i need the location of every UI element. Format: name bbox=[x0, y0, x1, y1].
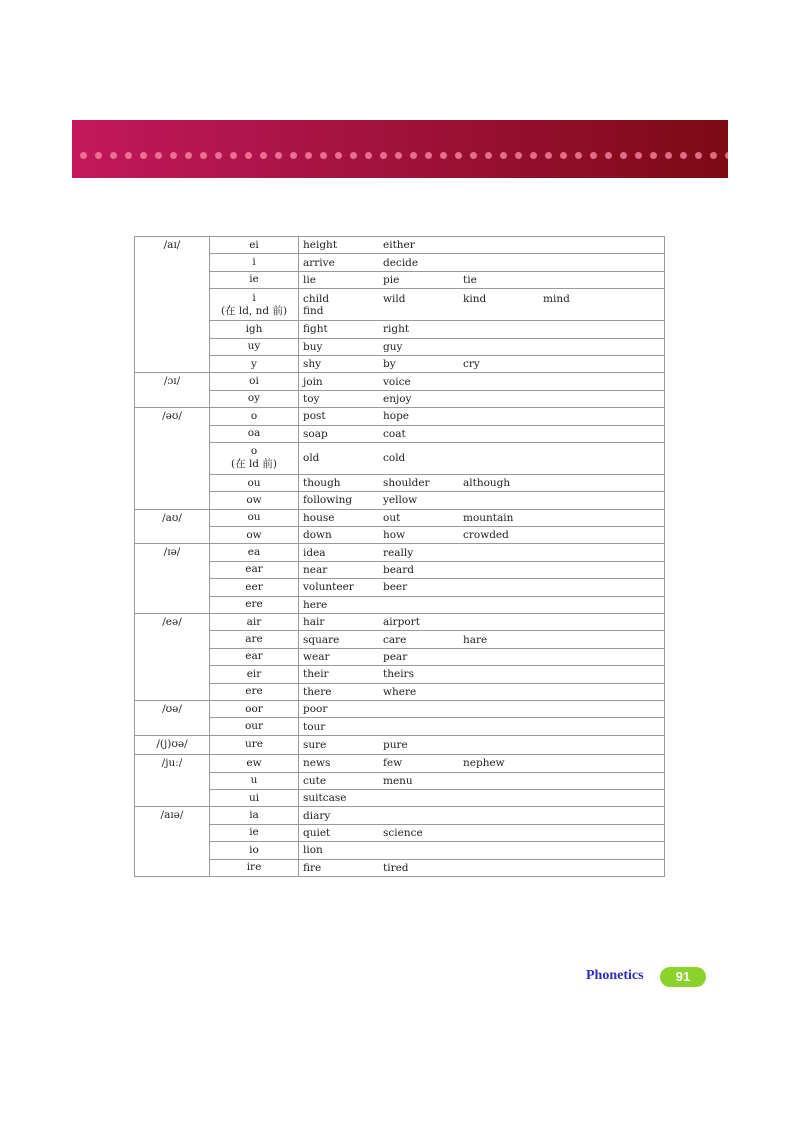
table-row bbox=[135, 648, 665, 665]
table-row bbox=[135, 755, 665, 772]
example-words-cell bbox=[299, 700, 665, 717]
spelling-text: y bbox=[251, 357, 257, 370]
example-words-cell bbox=[299, 596, 665, 613]
banner-dot bbox=[410, 152, 417, 159]
table-row bbox=[135, 859, 665, 876]
banner-dot bbox=[470, 152, 477, 159]
example-word: enjoy bbox=[383, 392, 412, 405]
example-words-cell bbox=[299, 390, 665, 407]
banner-dot bbox=[425, 152, 432, 159]
spelling-text: o bbox=[250, 445, 258, 458]
table-row bbox=[135, 789, 665, 806]
example-word: following bbox=[303, 494, 353, 507]
spelling-text: ire bbox=[246, 861, 262, 874]
table-row bbox=[135, 373, 665, 390]
example-words-cell bbox=[299, 755, 665, 772]
example-words-cell bbox=[299, 442, 665, 474]
spelling-cell bbox=[210, 492, 299, 509]
header-banner bbox=[72, 120, 728, 178]
spelling-text: ie bbox=[249, 273, 259, 286]
spelling-text: eir bbox=[246, 667, 262, 680]
spelling-cell bbox=[210, 735, 299, 754]
banner-dot bbox=[140, 152, 147, 159]
table-row bbox=[135, 474, 665, 491]
banner-dot bbox=[560, 152, 567, 159]
spelling-cell bbox=[210, 527, 299, 544]
example-word: lie bbox=[303, 273, 316, 286]
example-word: few bbox=[383, 757, 403, 770]
table-row bbox=[135, 321, 665, 338]
spelling-text: eer bbox=[245, 580, 263, 593]
spelling-text: ere bbox=[245, 598, 263, 611]
page-number-badge: 91 bbox=[660, 967, 706, 987]
example-word: hare bbox=[463, 633, 488, 646]
example-word: out bbox=[383, 511, 401, 524]
spelling-text: o bbox=[250, 409, 258, 422]
example-word: quiet bbox=[303, 826, 331, 839]
banner-dot bbox=[380, 152, 387, 159]
banner-dot bbox=[485, 152, 492, 159]
example-word: guy bbox=[383, 340, 403, 353]
example-words-cell bbox=[299, 408, 665, 425]
spelling-cell bbox=[210, 807, 299, 824]
banner-dot bbox=[335, 152, 342, 159]
banner-dot-row bbox=[80, 152, 728, 160]
spelling-cell bbox=[210, 442, 299, 474]
spelling-text: ei bbox=[249, 238, 259, 251]
example-word: shoulder bbox=[383, 477, 430, 490]
table-row bbox=[135, 271, 665, 288]
table-row bbox=[135, 527, 665, 544]
spelling-text: ere bbox=[245, 685, 263, 698]
table-row bbox=[135, 842, 665, 859]
example-word: tie bbox=[463, 273, 477, 286]
example-word: poor bbox=[303, 703, 328, 716]
spelling-cell bbox=[210, 755, 299, 772]
banner-dot bbox=[515, 152, 522, 159]
example-word: soap bbox=[303, 427, 328, 440]
example-word: mind bbox=[543, 292, 570, 305]
spelling-text: ow bbox=[246, 528, 262, 541]
banner-dot bbox=[620, 152, 627, 159]
spelling-cell bbox=[210, 474, 299, 491]
example-word: house bbox=[303, 511, 335, 524]
example-word: arrive bbox=[303, 256, 335, 269]
example-words-cell bbox=[299, 648, 665, 665]
example-word: by bbox=[383, 358, 396, 371]
example-word: theirs bbox=[383, 668, 414, 681]
phonetic-symbol: /ɔɪ/ bbox=[135, 373, 210, 408]
spelling-cell bbox=[210, 509, 299, 526]
banner-dot bbox=[590, 152, 597, 159]
banner-dot bbox=[305, 152, 312, 159]
phonetic-symbol: /əʊ/ bbox=[135, 408, 210, 510]
table-row bbox=[135, 700, 665, 717]
phonetics-table bbox=[134, 236, 665, 877]
example-word: down bbox=[303, 529, 332, 542]
spelling-text: ear bbox=[245, 650, 263, 663]
example-word: old bbox=[303, 452, 320, 465]
example-words-cell bbox=[299, 355, 665, 372]
table-row bbox=[135, 355, 665, 372]
banner-dot bbox=[275, 152, 282, 159]
example-word: pie bbox=[383, 273, 400, 286]
example-word: care bbox=[383, 633, 407, 646]
example-words-cell bbox=[299, 824, 665, 841]
example-word: tired bbox=[383, 861, 409, 874]
table-row bbox=[135, 390, 665, 407]
example-words-cell bbox=[299, 718, 665, 735]
footer-title: Phonetics bbox=[586, 968, 644, 983]
spelling-text: are bbox=[245, 633, 263, 646]
banner-dot bbox=[290, 152, 297, 159]
example-word: volunteer bbox=[303, 581, 354, 594]
example-word: hair bbox=[303, 616, 325, 629]
table-row bbox=[135, 718, 665, 735]
spelling-cell bbox=[210, 289, 299, 321]
spelling-text: ie bbox=[249, 826, 259, 839]
example-words-cell bbox=[299, 666, 665, 683]
example-word: although bbox=[463, 477, 511, 490]
example-word: height bbox=[303, 239, 338, 252]
example-word: cold bbox=[383, 452, 406, 465]
banner-dot bbox=[110, 152, 117, 159]
banner-dot bbox=[200, 152, 207, 159]
example-word: right bbox=[383, 323, 410, 336]
example-word: join bbox=[303, 375, 323, 388]
example-words-cell bbox=[299, 425, 665, 442]
phonetic-symbol: /(j)ʊə/ bbox=[135, 735, 210, 754]
example-word: post bbox=[303, 410, 326, 423]
example-words-cell bbox=[299, 544, 665, 561]
example-word: either bbox=[383, 239, 415, 252]
spelling-cell bbox=[210, 338, 299, 355]
example-word: beer bbox=[383, 581, 408, 594]
table-row bbox=[135, 289, 665, 321]
banner-dot bbox=[500, 152, 507, 159]
banner-dot bbox=[155, 152, 162, 159]
spelling-text: ear bbox=[245, 563, 263, 576]
example-word: pure bbox=[383, 738, 408, 751]
table-row bbox=[135, 442, 665, 474]
spelling-cell bbox=[210, 789, 299, 806]
table-row bbox=[135, 666, 665, 683]
spelling-cell bbox=[210, 321, 299, 338]
banner-dot bbox=[320, 152, 327, 159]
spelling-cell bbox=[210, 842, 299, 859]
spelling-cell bbox=[210, 718, 299, 735]
example-word: tour bbox=[303, 720, 326, 733]
banner-dot bbox=[635, 152, 642, 159]
banner-dot bbox=[725, 152, 728, 159]
spelling-cell bbox=[210, 355, 299, 372]
example-word: beard bbox=[383, 564, 414, 577]
example-words-cell bbox=[299, 683, 665, 700]
example-word: square bbox=[303, 633, 340, 646]
phonetic-symbol: /aɪ/ bbox=[135, 237, 210, 373]
spelling-text: air bbox=[246, 615, 262, 628]
example-word: yellow bbox=[383, 494, 418, 507]
example-word: voice bbox=[383, 375, 411, 388]
table-row bbox=[135, 579, 665, 596]
spelling-cell bbox=[210, 544, 299, 561]
spelling-cell bbox=[210, 824, 299, 841]
example-word: how bbox=[383, 529, 406, 542]
phonetic-symbol: /aʊ/ bbox=[135, 509, 210, 544]
table-row bbox=[135, 492, 665, 509]
example-word: diary bbox=[303, 809, 331, 822]
example-word: airport bbox=[383, 616, 420, 629]
table-row bbox=[135, 735, 665, 754]
spelling-cell bbox=[210, 579, 299, 596]
spelling-note: (在 ld, nd 前) bbox=[220, 304, 288, 317]
example-words-cell bbox=[299, 237, 665, 254]
example-word: mountain bbox=[463, 511, 514, 524]
table-row bbox=[135, 683, 665, 700]
spelling-cell bbox=[210, 390, 299, 407]
example-word: here bbox=[303, 598, 328, 611]
example-word: toy bbox=[303, 392, 320, 405]
table-row bbox=[135, 237, 665, 254]
example-word: though bbox=[303, 477, 341, 490]
table-row bbox=[135, 561, 665, 578]
spelling-cell bbox=[210, 859, 299, 876]
example-words-cell bbox=[299, 631, 665, 648]
spelling-text: i bbox=[252, 256, 256, 269]
example-word: suitcase bbox=[303, 792, 347, 805]
example-words-cell bbox=[299, 561, 665, 578]
spelling-cell bbox=[210, 425, 299, 442]
example-word: science bbox=[383, 826, 423, 839]
banner-dot bbox=[80, 152, 87, 159]
example-words-cell bbox=[299, 321, 665, 338]
banner-dot bbox=[605, 152, 612, 159]
spelling-cell bbox=[210, 561, 299, 578]
example-words-cell bbox=[299, 474, 665, 491]
banner-dot bbox=[530, 152, 537, 159]
example-word: near bbox=[303, 564, 328, 577]
table-row bbox=[135, 596, 665, 613]
table-row bbox=[135, 544, 665, 561]
example-word: crowded bbox=[463, 529, 509, 542]
example-word: pear bbox=[383, 651, 408, 663]
spelling-text: ia bbox=[249, 808, 259, 821]
example-word: there bbox=[303, 685, 332, 698]
spelling-cell bbox=[210, 772, 299, 789]
spelling-text: igh bbox=[245, 322, 263, 335]
table-row bbox=[135, 631, 665, 648]
example-words-cell bbox=[299, 373, 665, 390]
banner-dot bbox=[575, 152, 582, 159]
example-word: lion bbox=[303, 844, 323, 857]
spelling-text: ew bbox=[246, 756, 262, 769]
banner-dot bbox=[650, 152, 657, 159]
spelling-cell bbox=[210, 666, 299, 683]
spelling-text: ow bbox=[246, 493, 262, 506]
example-word: really bbox=[383, 546, 414, 559]
table-row bbox=[135, 824, 665, 841]
banner-dot bbox=[95, 152, 102, 159]
table-row bbox=[135, 425, 665, 442]
spelling-cell bbox=[210, 596, 299, 613]
spelling-cell bbox=[210, 254, 299, 271]
example-word: shy bbox=[303, 358, 322, 371]
banner-dot bbox=[230, 152, 237, 159]
table-row bbox=[135, 614, 665, 631]
banner-dot bbox=[125, 152, 132, 159]
example-word: cry bbox=[463, 358, 480, 371]
banner-dot bbox=[695, 152, 702, 159]
spelling-cell bbox=[210, 614, 299, 631]
spelling-text: ui bbox=[248, 791, 260, 804]
example-word: menu bbox=[383, 774, 413, 787]
phonetic-symbol: /ʊə/ bbox=[135, 700, 210, 735]
example-word: buy bbox=[303, 340, 323, 353]
spelling-text: our bbox=[244, 720, 264, 732]
banner-dot bbox=[710, 152, 717, 159]
banner-dot bbox=[260, 152, 267, 159]
spelling-note: (在 ld 前) bbox=[231, 458, 277, 471]
phonetic-symbol: /eə/ bbox=[135, 614, 210, 701]
example-words-cell bbox=[299, 254, 665, 271]
spelling-cell bbox=[210, 700, 299, 717]
spelling-text: uy bbox=[247, 340, 261, 353]
spelling-cell bbox=[210, 648, 299, 665]
example-word: where bbox=[383, 685, 417, 698]
example-words-cell bbox=[299, 789, 665, 806]
example-word: coat bbox=[383, 427, 406, 440]
banner-dot bbox=[365, 152, 372, 159]
example-words-cell bbox=[299, 735, 665, 754]
spelling-text: oi bbox=[249, 374, 259, 387]
example-words-cell bbox=[299, 271, 665, 288]
banner-dot bbox=[395, 152, 402, 159]
table-row bbox=[135, 338, 665, 355]
example-word: kind bbox=[463, 292, 487, 305]
banner-dot bbox=[185, 152, 192, 159]
table-row bbox=[135, 772, 665, 789]
spelling-text: oor bbox=[245, 702, 263, 715]
example-words-cell bbox=[299, 614, 665, 631]
example-words-cell bbox=[299, 842, 665, 859]
spelling-cell bbox=[210, 373, 299, 390]
phonetic-symbol: /juː/ bbox=[135, 755, 210, 807]
banner-dot bbox=[455, 152, 462, 159]
spelling-text: ou bbox=[247, 511, 261, 524]
spelling-cell bbox=[210, 237, 299, 254]
example-word: their bbox=[303, 668, 329, 681]
table-row bbox=[135, 408, 665, 425]
spelling-text: oa bbox=[247, 427, 261, 440]
spelling-text: u bbox=[250, 774, 258, 787]
banner-dot bbox=[170, 152, 177, 159]
example-word: idea bbox=[303, 546, 326, 559]
example-word: cute bbox=[303, 774, 327, 787]
spelling-text: io bbox=[249, 843, 259, 856]
banner-dot bbox=[245, 152, 252, 159]
example-word: nephew bbox=[463, 757, 505, 770]
phonetic-symbol: /ɪə/ bbox=[135, 544, 210, 614]
spelling-text: ou bbox=[247, 476, 261, 489]
table-row bbox=[135, 509, 665, 526]
spelling-text: ea bbox=[247, 546, 261, 559]
example-word: child bbox=[303, 292, 330, 305]
spelling-cell bbox=[210, 271, 299, 288]
banner-dot bbox=[440, 152, 447, 159]
example-word: wild bbox=[383, 292, 406, 305]
example-word: find bbox=[303, 304, 324, 317]
banner-dot bbox=[665, 152, 672, 159]
example-words-cell bbox=[299, 859, 665, 876]
example-words-cell bbox=[299, 289, 665, 321]
example-words-cell bbox=[299, 338, 665, 355]
example-word: hope bbox=[383, 410, 410, 423]
example-word: sure bbox=[303, 738, 327, 751]
example-words-cell bbox=[299, 492, 665, 509]
banner-dot bbox=[680, 152, 687, 159]
spelling-text: i bbox=[252, 291, 256, 304]
example-words-cell bbox=[299, 807, 665, 824]
phonetic-symbol: /aɪə/ bbox=[135, 807, 210, 877]
spelling-cell bbox=[210, 408, 299, 425]
spelling-text: oy bbox=[247, 392, 261, 405]
example-word: wear bbox=[303, 651, 330, 663]
banner-dot bbox=[215, 152, 222, 159]
spelling-cell bbox=[210, 631, 299, 648]
spelling-text: ure bbox=[245, 738, 263, 751]
table-row bbox=[135, 807, 665, 824]
banner-dot bbox=[545, 152, 552, 159]
example-words-cell bbox=[299, 579, 665, 596]
example-word: decide bbox=[383, 256, 419, 269]
example-words-cell bbox=[299, 772, 665, 789]
banner-dot bbox=[350, 152, 357, 159]
example-word: fight bbox=[303, 323, 328, 336]
example-word: fire bbox=[303, 861, 322, 874]
table-row bbox=[135, 254, 665, 271]
spelling-cell bbox=[210, 683, 299, 700]
example-words-cell bbox=[299, 509, 665, 526]
example-word: news bbox=[303, 757, 331, 770]
example-words-cell bbox=[299, 527, 665, 544]
